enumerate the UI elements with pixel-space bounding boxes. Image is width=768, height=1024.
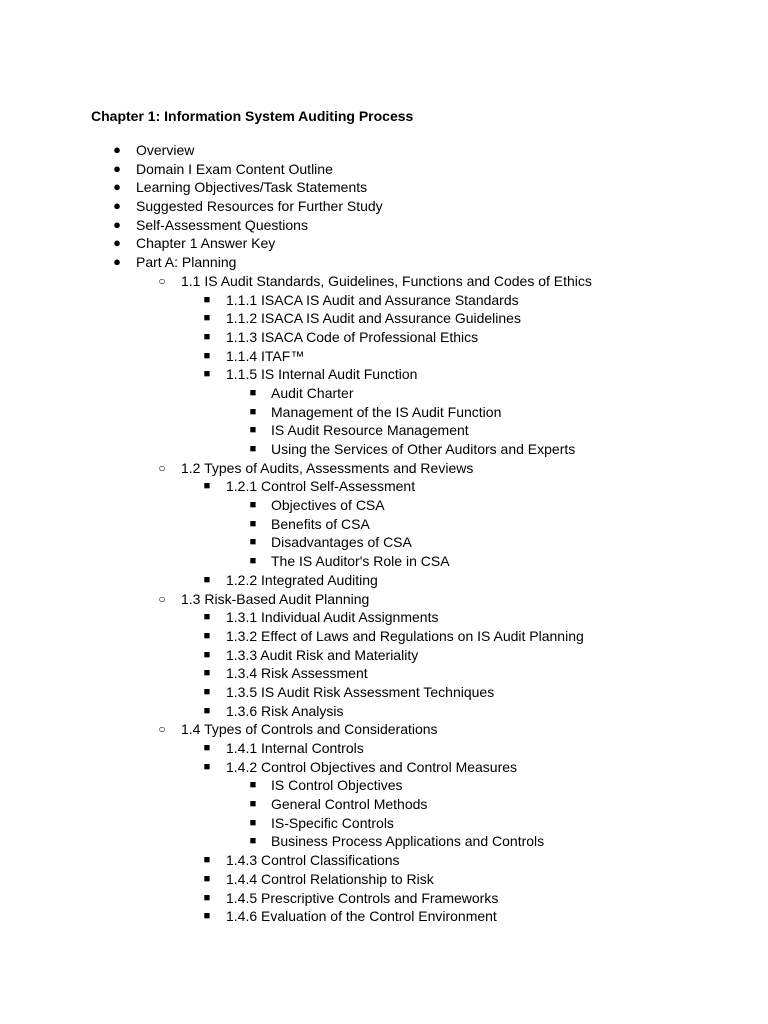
chapter-title: Chapter 1: Information System Auditing Process [91, 108, 414, 124]
bullet-marker: ■ [203, 480, 211, 493]
outline-item-text: Business Process Applications and Controls [271, 833, 545, 850]
bullet-marker: ■ [249, 499, 257, 512]
bullet-marker: ■ [249, 555, 257, 568]
outline-item-text: 1.2.2 Integrated Auditing [226, 571, 378, 588]
bullet-marker: ● [113, 160, 121, 176]
outline-item-text: 1.3.1 Individual Audit Assignments [226, 609, 439, 626]
outline-item-text: Disadvantages of CSA [271, 534, 412, 551]
outline-item-text: 1.2.1 Control Self-Assessment [226, 478, 416, 495]
outline-item-text: 1.1.2 ISACA IS Audit and Assurance Guidelines [226, 310, 521, 327]
outline-item-text: IS-Specific Controls [271, 814, 394, 831]
bullet-marker: ■ [203, 742, 211, 754]
outline-item-text: 1.4.1 Internal Controls [226, 740, 364, 756]
bullet-marker: ■ [249, 779, 257, 792]
outline-item-text: 1.3.5 IS Audit Risk Assessment Techniques [226, 683, 495, 700]
outline-item-text: Audit Charter [271, 384, 354, 401]
bullet-marker: ■ [203, 667, 211, 680]
outline-item-text: 1.1.1 ISACA IS Audit and Assurance Standards [226, 291, 519, 308]
bullet-marker: ■ [203, 349, 211, 362]
bullet-marker: ● [113, 179, 121, 195]
bullet-marker: ■ [203, 293, 211, 306]
outline-item-text: 1.3.6 Risk Analysis [226, 702, 344, 719]
outline-item-text: 1.3.3 Audit Risk and Materiality [226, 646, 419, 663]
bullet-marker: ■ [203, 573, 211, 586]
outline-item-text: The IS Auditor's Role in CSA [271, 553, 450, 570]
bullet-marker: ■ [249, 536, 257, 549]
outline-item-text: 1.3.4 Risk Assessment [226, 665, 368, 682]
bullet-marker: ■ [249, 816, 257, 829]
outline-item-text: 1.2 Types of Audits, Assessments and Reviews [181, 459, 474, 476]
outline-item-text: Part A: Planning [136, 254, 237, 271]
bullet-marker: ■ [249, 405, 257, 418]
outline-item-text: 1.3 Risk-Based Audit Planning [181, 590, 370, 607]
outline-item-text: 1.4.2 Control Objectives and Control Measures [226, 758, 518, 775]
outline-item-text: Learning Objectives/Task Statements [136, 179, 368, 196]
bullet-marker: ● [113, 254, 121, 270]
bullet-marker: ■ [203, 368, 211, 381]
outline-item-text: Domain I Exam Content Outline [136, 160, 333, 177]
outline-item-text: Using the Services of Other Auditors and Experts [271, 441, 576, 457]
bullet-marker: ■ [203, 854, 211, 867]
outline-item-text: 1.4 Types of Controls and Considerations [181, 721, 438, 738]
bullet-marker: ■ [203, 910, 211, 923]
bullet-marker: ■ [203, 312, 211, 325]
bullet-marker: ○ [158, 273, 166, 288]
outline-item-text: 1.1.3 ISACA Code of Professional Ethics [226, 328, 479, 345]
outline-item-text: Self-Assessment Questions [136, 216, 308, 233]
outline-item-text: Suggested Resources for Further Study [136, 198, 383, 215]
outline-item-text: 1.4.4 Control Relationship to Risk [226, 870, 434, 887]
bullet-marker: ■ [203, 330, 211, 343]
bullet-marker: ○ [158, 460, 166, 475]
bullet-marker: ○ [158, 591, 166, 606]
bullet-marker: ■ [203, 611, 211, 624]
bullet-marker: ■ [249, 835, 257, 848]
bullet-marker: ● [113, 142, 121, 157]
bullet-marker: ● [113, 216, 121, 232]
bullet-marker: ■ [249, 798, 257, 811]
bullet-marker: ■ [203, 629, 211, 642]
bullet-marker: ■ [249, 517, 257, 530]
bullet-marker: ● [113, 235, 121, 251]
bullet-marker: ■ [249, 386, 257, 399]
outline-item-text: 1.1 IS Audit Standards, Guidelines, Functions and Codes of Ethics [181, 272, 592, 289]
outline-item-text: Chapter 1 Answer Key [136, 235, 276, 252]
bullet-marker: ■ [203, 891, 211, 904]
bullet-marker: ■ [249, 424, 257, 437]
bullet-marker: ■ [203, 760, 211, 773]
outline-item-text: 1.4.6 Evaluation of the Control Environment [226, 908, 497, 925]
outline-item-text: Overview [136, 142, 195, 158]
bullet-marker: ■ [203, 685, 211, 698]
outline-item-text: Benefits of CSA [271, 515, 370, 532]
outline-item-text: IS Audit Resource Management [271, 422, 469, 439]
bullet-marker: ● [113, 198, 121, 214]
bullet-marker: ■ [249, 443, 257, 455]
outline-item-text: 1.1.5 IS Internal Audit Function [226, 366, 418, 383]
outline-item-text: Management of the IS Audit Function [271, 403, 502, 420]
bullet-marker: ■ [203, 648, 211, 661]
outline-item-text: 1.3.2 Effect of Laws and Regulations on IS Audit Planning [226, 627, 584, 644]
outline-item-text: 1.4.3 Control Classifications [226, 852, 400, 869]
outline-item-text: 1.1.4 ITAF™ [226, 347, 305, 364]
bullet-marker: ■ [203, 872, 211, 885]
outline-item-text: General Control Methods [271, 796, 428, 813]
bullet-marker: ○ [158, 722, 166, 737]
bullet-marker: ■ [203, 704, 211, 717]
outline-item-text: 1.4.5 Prescriptive Controls and Frameworks [226, 889, 499, 906]
outline-item-text: IS Control Objectives [271, 777, 403, 794]
outline-item-text: Objectives of CSA [271, 497, 385, 514]
